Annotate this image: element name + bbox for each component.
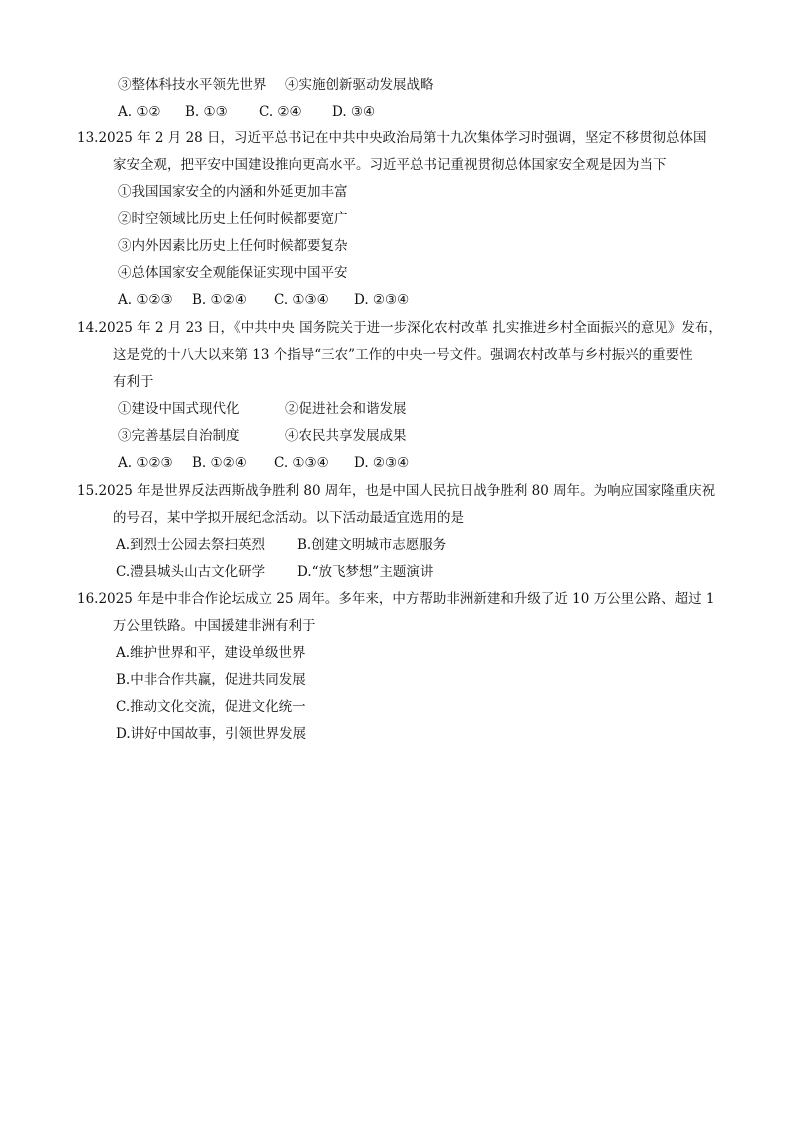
q14-statement-1: ①建设中国式现代化 <box>118 401 240 417</box>
q15-option-d: D.“放飞梦想”主题演讲 <box>297 564 434 580</box>
q14-choice-a: A. ①②③ <box>118 455 173 471</box>
q16-option-a: A.维护世界和平，建设单级世界 <box>116 645 306 661</box>
q13-statement-3: ③内外因素比历史上任何时候都要复杂 <box>118 238 348 254</box>
q13-choice-d: D. ②③④ <box>354 292 410 308</box>
q15-option-b: B.创建文明城市志愿服务 <box>297 537 447 553</box>
q12-choice-b: B. ①③ <box>185 104 228 120</box>
q14-stem-line-3: 有利于 <box>113 374 154 390</box>
q14-choice-d: D. ②③④ <box>354 455 410 471</box>
q16-option-d: D.讲好中国故事，引领世界发展 <box>116 726 307 742</box>
q16-stem-line-1: 16.2025 年是中非合作论坛成立 25 周年。多年来，中方帮助非洲新建和升级了近 10 万公里公路、超过 1 <box>77 591 715 607</box>
q15-option-a: A.到烈士公园去祭扫英烈 <box>116 537 266 553</box>
q12-statement-4: ④实施创新驱动发展战略 <box>285 77 434 93</box>
q13-stem-line-1: 13.2025 年 2 月 28 日，习近平总书记在中共中央政治局第十九次集体学习时强调，坚定不移贯彻总体国 <box>77 130 707 146</box>
q13-stem-line-2: 家安全观，把平安中国建设推向更高水平。习近平总书记重视贯彻总体国家安全观是因为当下 <box>113 157 667 173</box>
q14-stem-line-2: 这是党的十八大以来第 13 个指导“三农”工作的中央一号文件。强调农村改革与乡村振兴的重要性 <box>113 347 693 363</box>
q16-stem-line-2: 万公里铁路。中国援建非洲有利于 <box>113 618 316 634</box>
q15-stem-line-2: 的号召，某中学拟开展纪念活动。以下活动最适宜选用的是 <box>113 510 464 526</box>
q12-choice-c: C. ②④ <box>259 104 302 120</box>
q15-option-c: C.澧县城头山古文化研学 <box>116 564 266 580</box>
q16-option-b: B.中非合作共赢，促进共同发展 <box>116 672 306 688</box>
q13-choice-c: C. ①③④ <box>274 292 329 308</box>
q12-statement-3: ③整体科技水平领先世界 <box>118 77 267 93</box>
q14-choice-c: C. ①③④ <box>274 455 329 471</box>
q12-choice-d: D. ③④ <box>332 104 376 120</box>
q16-option-c: C.推动文化交流，促进文化统一 <box>116 699 306 715</box>
q12-choice-a: A. ①② <box>118 104 161 120</box>
q13-choice-a: A. ①②③ <box>118 292 173 308</box>
q13-statement-1: ①我国国家安全的内涵和外延更加丰富 <box>118 184 348 200</box>
q14-choice-b: B. ①②④ <box>192 455 247 471</box>
q13-statement-2: ②时空领域比历史上任何时候都要宽广 <box>118 211 348 227</box>
q13-choice-b: B. ①②④ <box>192 292 247 308</box>
q13-statement-4: ④总体国家安全观能保证实现中国平安 <box>118 265 348 281</box>
q14-statement-3: ③完善基层自治制度 <box>118 428 240 444</box>
q14-statement-4: ④农民共享发展成果 <box>285 428 407 444</box>
q14-statement-2: ②促进社会和谐发展 <box>285 401 407 417</box>
q15-stem-line-1: 15.2025 年是世界反法西斯战争胜利 80 周年，也是中国人民抗日战争胜利 80 周年。为响应国家隆重庆祝 <box>77 483 716 499</box>
q14-stem-line-1: 14.2025 年 2 月 23 日，《中共中央 国务院关于进一步深化农村改革 扎实推进乡村全面振兴的意见》发布， <box>77 320 722 336</box>
